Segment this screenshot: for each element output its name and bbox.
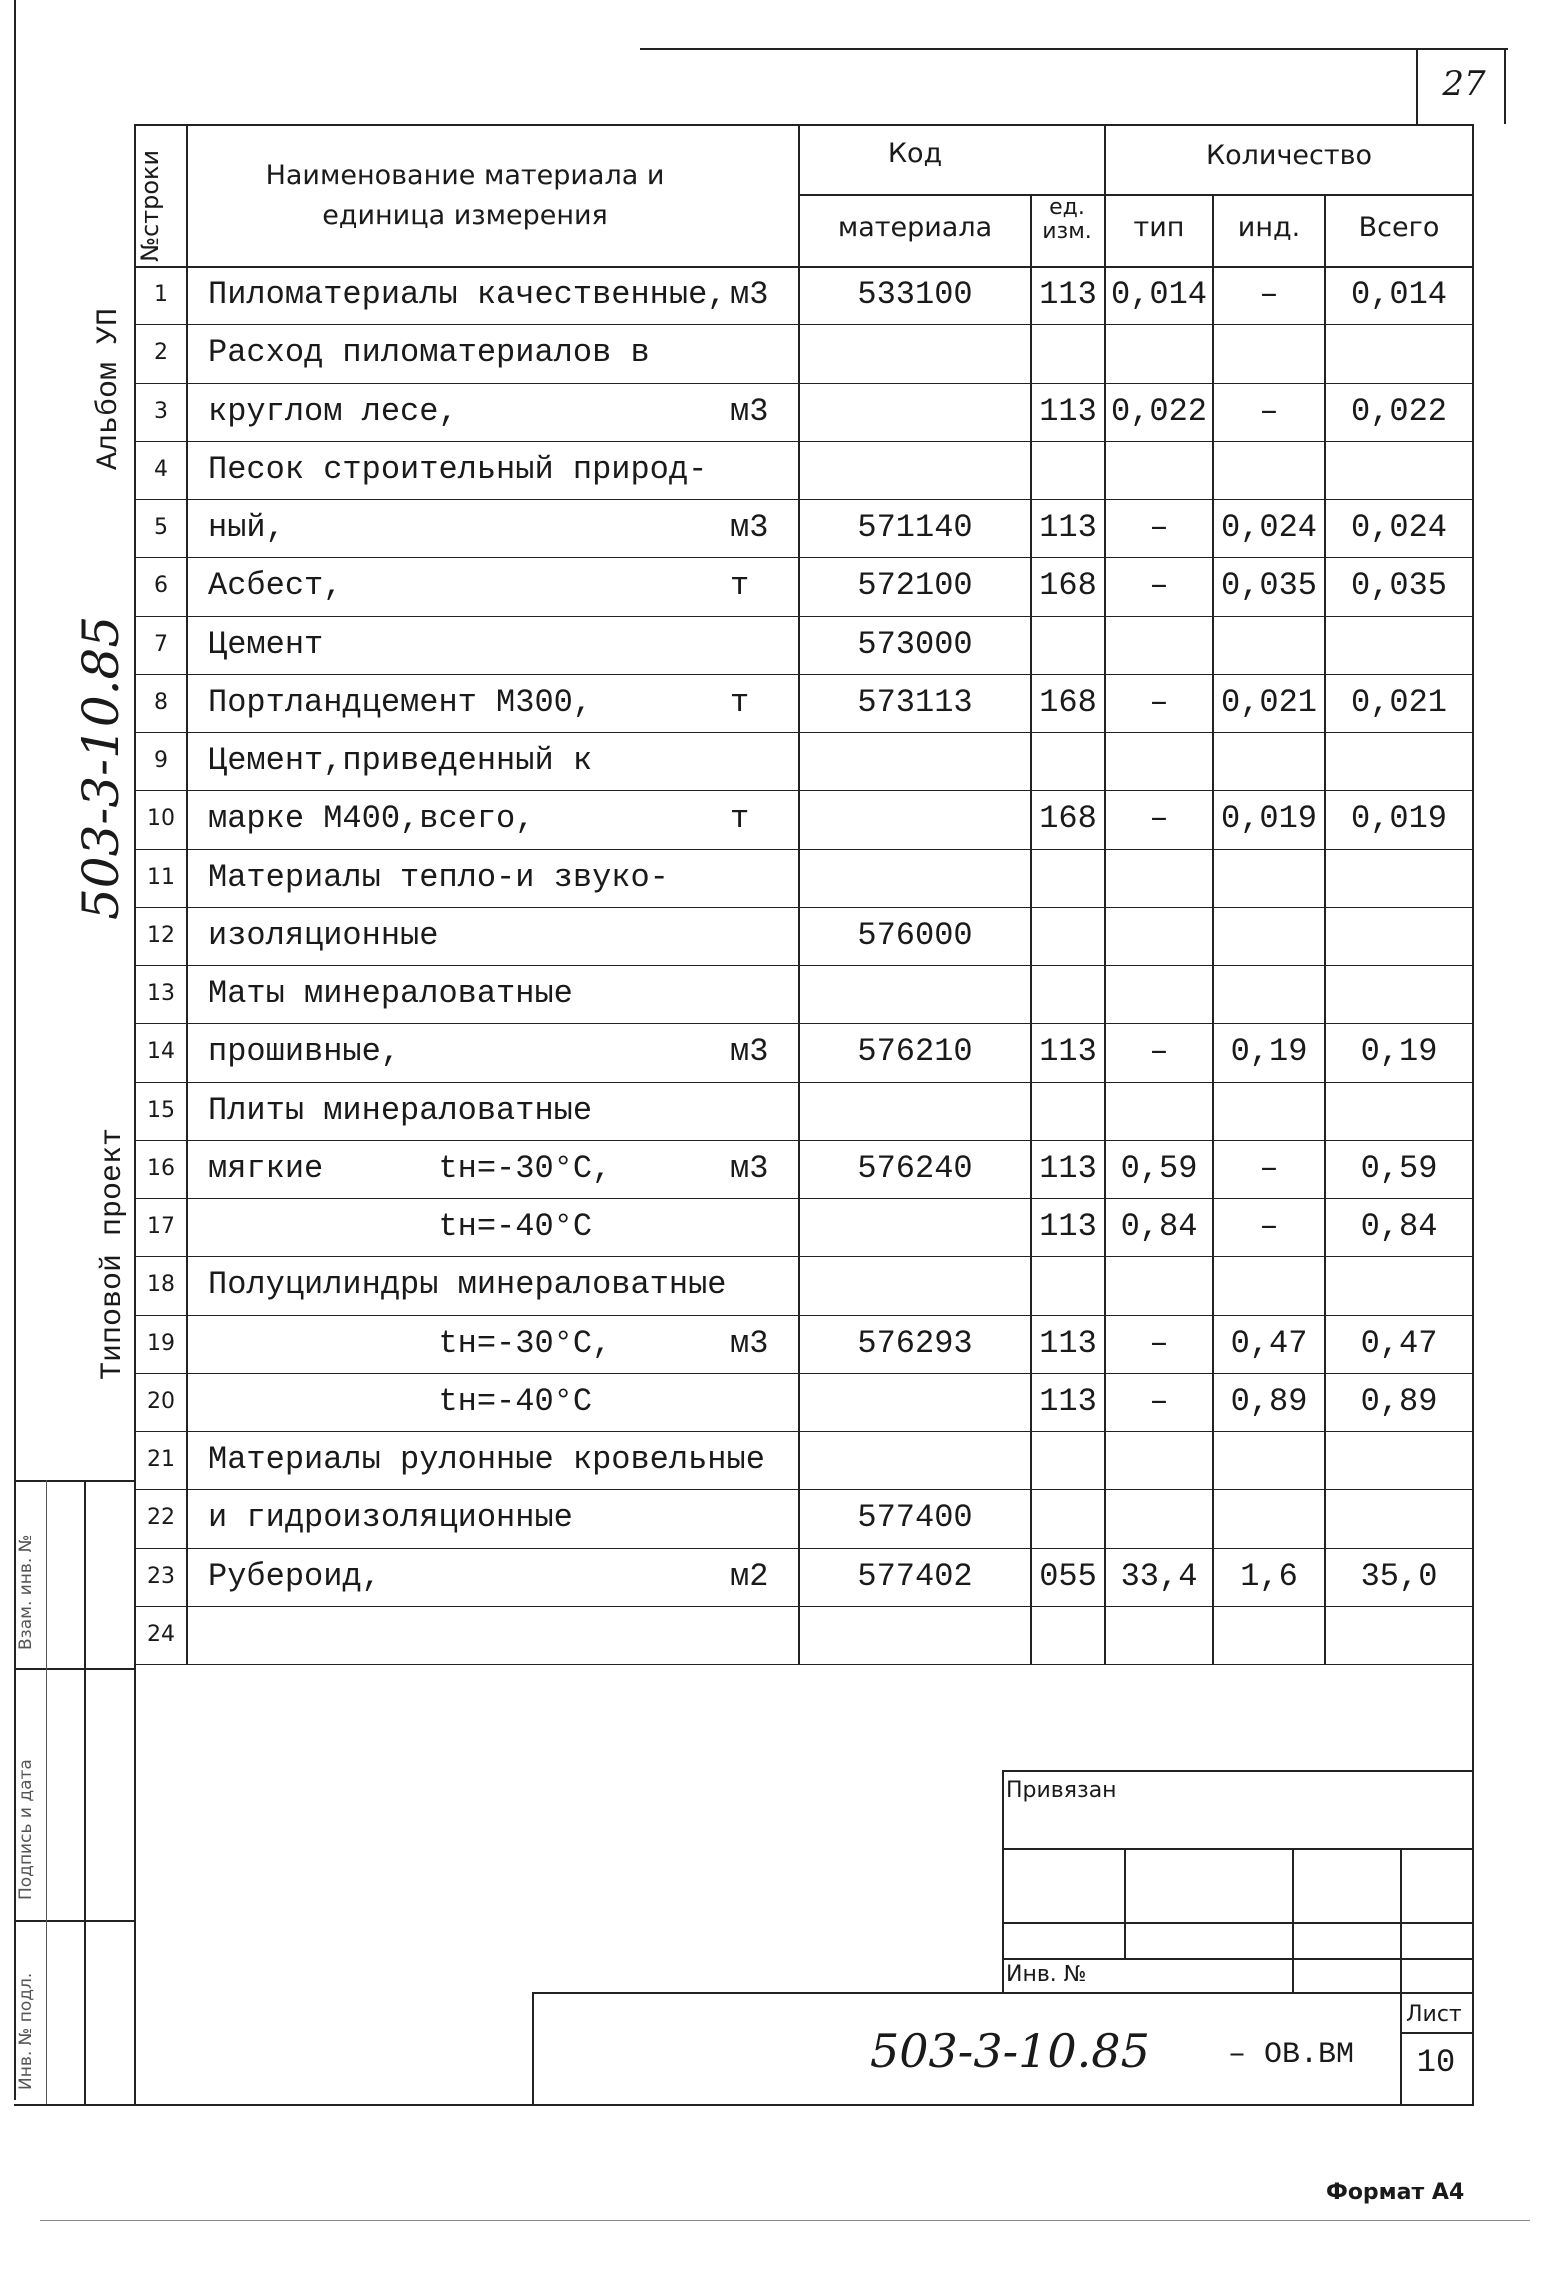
unit-of-measure: м2 bbox=[730, 1557, 769, 1595]
unit-of-measure: т bbox=[730, 800, 750, 838]
unit-of-measure bbox=[730, 1606, 794, 1664]
qty-ind: – bbox=[1259, 1208, 1279, 1245]
tb-sheet-sep bbox=[1400, 2032, 1472, 2034]
qty-total bbox=[1326, 907, 1472, 965]
qty-total bbox=[1326, 616, 1472, 674]
unit-code: 055 bbox=[1039, 1557, 1097, 1595]
unit-code bbox=[1032, 1489, 1104, 1547]
col-line-name bbox=[186, 124, 188, 1664]
material-code bbox=[800, 441, 1030, 499]
row-number: 23 bbox=[147, 1563, 175, 1589]
material-name: Цемент bbox=[208, 625, 324, 663]
unit-of-measure bbox=[730, 1082, 794, 1140]
right-border bbox=[1472, 124, 1474, 2104]
tb-v1 bbox=[1124, 1848, 1126, 1958]
top-border-line bbox=[640, 48, 1508, 50]
unit-code bbox=[1032, 616, 1104, 674]
bound-label: Привязан bbox=[1006, 1778, 1117, 1803]
unit-code: 113 bbox=[1039, 1324, 1097, 1362]
unit-code: 168 bbox=[1039, 800, 1097, 838]
material-code: 571140 bbox=[857, 509, 973, 546]
material-code bbox=[800, 1606, 1030, 1664]
qty-type bbox=[1106, 1082, 1212, 1140]
unit-code: 113 bbox=[1039, 509, 1097, 546]
material-name: Плиты минераловатные bbox=[208, 1091, 593, 1129]
type-project-label: Типовой проект bbox=[96, 1127, 130, 1380]
qty-total bbox=[1326, 324, 1472, 382]
qty-total bbox=[1326, 1431, 1472, 1489]
material-name: Портландцемент М300, bbox=[208, 683, 593, 721]
qty-total bbox=[1326, 1489, 1472, 1547]
row-number: 20 bbox=[147, 1388, 175, 1414]
qty-ind bbox=[1214, 1606, 1324, 1664]
qty-total: 0,024 bbox=[1350, 509, 1447, 546]
qty-total: 0,022 bbox=[1350, 392, 1447, 430]
qty-ind bbox=[1214, 965, 1324, 1023]
qty-ind bbox=[1214, 324, 1324, 382]
qty-type: – bbox=[1149, 1382, 1169, 1420]
material-name: tн=-40°С bbox=[208, 1208, 593, 1245]
material-code: 577402 bbox=[857, 1557, 973, 1595]
qty-ind: 0,89 bbox=[1230, 1382, 1308, 1420]
unit-code bbox=[1032, 907, 1104, 965]
unit-code bbox=[1032, 1256, 1104, 1314]
material-name: Материалы тепло-и звуко- bbox=[208, 858, 669, 896]
material-code: 573000 bbox=[857, 625, 973, 663]
row-number: 19 bbox=[147, 1330, 175, 1356]
material-name: Асбест, bbox=[208, 567, 343, 605]
material-code: 576210 bbox=[857, 1033, 973, 1071]
qty-type: 0,84 bbox=[1120, 1208, 1198, 1245]
qty-type bbox=[1106, 441, 1212, 499]
qty-type bbox=[1106, 849, 1212, 907]
header-code-group: Код bbox=[887, 138, 943, 169]
qty-ind: 0,019 bbox=[1220, 800, 1317, 838]
row-number: 14 bbox=[147, 1039, 175, 1065]
unit-of-measure: м3 bbox=[730, 509, 769, 546]
unit-code bbox=[1032, 1431, 1104, 1489]
qty-total bbox=[1326, 441, 1472, 499]
unit-code: 113 bbox=[1039, 1382, 1097, 1420]
stamp-sep-3 bbox=[14, 1920, 136, 1922]
row-number: 7 bbox=[154, 631, 168, 657]
qty-ind: 0,47 bbox=[1230, 1324, 1308, 1362]
qty-type bbox=[1106, 1489, 1212, 1547]
table-top-line bbox=[136, 124, 1472, 126]
qty-total: 35,0 bbox=[1360, 1557, 1438, 1595]
doc-suffix: – ОВ.ВМ bbox=[1228, 2038, 1355, 2072]
sheet-label: Лист bbox=[1406, 2002, 1462, 2027]
row-number: 12 bbox=[147, 922, 175, 948]
material-code: 533100 bbox=[857, 276, 973, 313]
unit-code: 168 bbox=[1039, 567, 1097, 605]
unit-of-measure: т bbox=[730, 683, 750, 721]
stamp-sep-4 bbox=[46, 1480, 47, 2104]
qty-type bbox=[1106, 907, 1212, 965]
material-code: 573113 bbox=[857, 683, 973, 721]
qty-ind bbox=[1214, 907, 1324, 965]
row-number: 13 bbox=[147, 981, 175, 1006]
material-name: Цемент,приведенный к bbox=[208, 742, 593, 779]
stamp-field-signature: Подпись и дата bbox=[16, 1759, 36, 1900]
unit-code: 113 bbox=[1039, 1033, 1097, 1071]
stamp-sep-1 bbox=[14, 1480, 136, 1482]
material-code bbox=[800, 324, 1030, 382]
material-code bbox=[800, 1373, 1030, 1431]
qty-total: 0,59 bbox=[1360, 1149, 1438, 1187]
qty-total: 0,035 bbox=[1350, 567, 1447, 605]
header-qty-ind: инд. bbox=[1237, 212, 1301, 243]
qty-ind bbox=[1214, 441, 1324, 499]
qty-type: 0,014 bbox=[1110, 276, 1207, 313]
material-name: Песок строительный природ- bbox=[208, 450, 708, 488]
unit-of-measure: т bbox=[730, 567, 750, 605]
row-number: 16 bbox=[147, 1155, 175, 1181]
qty-ind bbox=[1214, 1431, 1324, 1489]
unit-code: 113 bbox=[1039, 1208, 1097, 1245]
unit-of-measure bbox=[730, 1256, 794, 1314]
unit-of-measure: м3 bbox=[730, 1324, 769, 1362]
qty-ind bbox=[1214, 732, 1324, 790]
qty-total bbox=[1326, 849, 1472, 907]
qty-total bbox=[1326, 965, 1472, 1023]
material-name: tн=-40°С bbox=[208, 1382, 593, 1420]
unit-of-measure bbox=[730, 732, 794, 790]
qty-ind bbox=[1214, 1256, 1324, 1314]
material-code: 576293 bbox=[857, 1324, 973, 1362]
qty-ind: 0,035 bbox=[1220, 567, 1317, 605]
material-name: мягкие tн=-30°С, bbox=[208, 1149, 612, 1187]
row-number: 8 bbox=[154, 689, 168, 715]
header-qty-total: Всего bbox=[1358, 212, 1440, 243]
row-number: 11 bbox=[147, 864, 175, 890]
qty-total bbox=[1326, 1082, 1472, 1140]
qty-total: 0,47 bbox=[1360, 1324, 1438, 1362]
unit-of-measure: м3 bbox=[730, 1149, 769, 1187]
qty-type: 33,4 bbox=[1120, 1557, 1198, 1595]
qty-ind: – bbox=[1259, 392, 1279, 430]
row-number: 18 bbox=[147, 1272, 175, 1298]
unit-code bbox=[1032, 849, 1104, 907]
qty-total bbox=[1326, 1256, 1472, 1314]
unit-of-measure bbox=[730, 1489, 794, 1547]
row-number: 21 bbox=[147, 1447, 175, 1472]
qty-type bbox=[1106, 616, 1212, 674]
album-label: Альбом УП bbox=[92, 307, 126, 470]
qty-type: 0,59 bbox=[1120, 1149, 1198, 1187]
project-code-margin: 503-3-10.85 bbox=[72, 615, 130, 920]
material-name: Расход пиломатериалов в bbox=[208, 334, 650, 372]
material-name: и гидроизоляционные bbox=[208, 1499, 573, 1537]
material-code: 572100 bbox=[857, 567, 973, 605]
material-name: tн=-30°С, bbox=[208, 1324, 612, 1362]
material-code bbox=[800, 1256, 1030, 1314]
qty-type: – bbox=[1149, 1033, 1169, 1071]
bottom-border bbox=[14, 2104, 1474, 2106]
sheet-number: 10 bbox=[1416, 2044, 1456, 2081]
qty-type: 0,022 bbox=[1110, 392, 1207, 430]
unit-code bbox=[1032, 1606, 1104, 1664]
qty-type bbox=[1106, 1256, 1212, 1314]
inv-label: Инв. № bbox=[1006, 1962, 1087, 1987]
row-number: 2 bbox=[154, 340, 168, 366]
material-name: Пиломатериалы качественные, bbox=[208, 276, 727, 313]
qty-ind bbox=[1214, 1489, 1324, 1547]
row-number: 9 bbox=[154, 748, 168, 773]
material-name bbox=[208, 1606, 768, 1664]
table-header-mid bbox=[798, 194, 1472, 196]
qty-ind bbox=[1214, 616, 1324, 674]
unit-code bbox=[1032, 965, 1104, 1023]
sheet-corner-number: 27 bbox=[1442, 64, 1486, 104]
qty-total bbox=[1326, 1606, 1472, 1664]
material-name: Маты минераловатные bbox=[208, 975, 573, 1012]
unit-of-measure: м3 bbox=[730, 276, 769, 313]
unit-of-measure bbox=[730, 1373, 794, 1431]
tb-v2 bbox=[1292, 1848, 1294, 1992]
stamp-field-inv: Инв. № подл. bbox=[16, 1972, 36, 2090]
qty-type: – bbox=[1149, 800, 1169, 838]
unit-of-measure bbox=[730, 965, 794, 1023]
material-code bbox=[800, 1082, 1030, 1140]
footer-dash-line bbox=[40, 2220, 1530, 2221]
unit-of-measure: м3 bbox=[730, 392, 769, 430]
qty-type: – bbox=[1149, 567, 1169, 605]
qty-ind: 0,024 bbox=[1220, 509, 1317, 546]
material-code bbox=[800, 849, 1030, 907]
unit-of-measure bbox=[730, 441, 794, 499]
qty-type bbox=[1106, 732, 1212, 790]
qty-ind: 0,19 bbox=[1230, 1033, 1308, 1071]
doc-code: 503-3-10.85 bbox=[870, 2024, 1150, 2078]
unit-of-measure bbox=[730, 1431, 794, 1489]
header-code-material: материала bbox=[837, 212, 993, 243]
material-name: Материалы рулонные кровельные bbox=[208, 1441, 765, 1478]
unit-of-measure bbox=[730, 1198, 794, 1256]
inner-left-border bbox=[84, 1480, 86, 2104]
header-code-unit: ед. изм. bbox=[1042, 195, 1092, 244]
row-number: 6 bbox=[154, 573, 168, 599]
material-name: Рубероид, bbox=[208, 1557, 381, 1595]
unit-code: 113 bbox=[1039, 276, 1097, 313]
unit-code: 113 bbox=[1039, 392, 1097, 430]
qty-ind: – bbox=[1259, 276, 1279, 313]
header-quantity-group: Количество bbox=[1205, 140, 1373, 171]
material-code bbox=[800, 732, 1030, 790]
qty-total: 0,84 bbox=[1360, 1208, 1438, 1245]
material-name: круглом лесе, bbox=[208, 392, 458, 430]
unit-code bbox=[1032, 732, 1104, 790]
row-line bbox=[136, 1664, 1472, 1665]
qty-type: – bbox=[1149, 683, 1169, 721]
unit-code bbox=[1032, 441, 1104, 499]
row-number: 1 bbox=[154, 282, 168, 307]
qty-ind: 0,021 bbox=[1220, 683, 1317, 721]
material-name: Полуцилиндры минераловатные bbox=[208, 1266, 727, 1304]
unit-of-measure bbox=[730, 616, 794, 674]
material-name: изоляционные bbox=[208, 916, 439, 954]
material-code bbox=[800, 965, 1030, 1023]
material-code: 577400 bbox=[857, 1499, 973, 1537]
corner-box-right bbox=[1504, 48, 1506, 124]
material-code bbox=[800, 1431, 1030, 1489]
material-code bbox=[800, 790, 1030, 848]
qty-total: 0,19 bbox=[1360, 1033, 1438, 1071]
format-label: Формат А4 bbox=[1326, 2180, 1465, 2205]
row-number: 17 bbox=[147, 1214, 175, 1239]
qty-type bbox=[1106, 1431, 1212, 1489]
row-number: 4 bbox=[154, 456, 168, 482]
header-row-number: №строки bbox=[136, 149, 164, 262]
material-name: прошивные, bbox=[208, 1033, 401, 1071]
tb-top bbox=[1002, 1770, 1472, 1772]
qty-total: 0,021 bbox=[1350, 683, 1447, 721]
qty-ind: 1,6 bbox=[1240, 1557, 1298, 1595]
qty-type: – bbox=[1149, 509, 1169, 546]
material-code bbox=[800, 383, 1030, 441]
unit-of-measure: м3 bbox=[730, 1033, 769, 1071]
qty-ind bbox=[1214, 849, 1324, 907]
unit-code bbox=[1032, 1082, 1104, 1140]
unit-code: 168 bbox=[1039, 683, 1097, 721]
unit-of-measure bbox=[730, 849, 794, 907]
tb-main-left bbox=[532, 1992, 534, 2104]
header-qty-type: тип bbox=[1133, 212, 1185, 243]
stamp-field-replace: Взам. инв. № bbox=[16, 1534, 36, 1650]
material-name: марке М400,всего, bbox=[208, 800, 535, 838]
row-number: 22 bbox=[147, 1505, 175, 1531]
qty-type: – bbox=[1149, 1324, 1169, 1362]
qty-type bbox=[1106, 324, 1212, 382]
qty-total: 0,89 bbox=[1360, 1382, 1438, 1420]
qty-total: 0,019 bbox=[1350, 800, 1447, 838]
material-name: ный, bbox=[208, 509, 285, 546]
material-code bbox=[800, 1198, 1030, 1256]
header-material-name: Наименование материала и единица измерения bbox=[265, 160, 665, 231]
row-number: 5 bbox=[154, 515, 168, 540]
unit-of-measure bbox=[730, 907, 794, 965]
unit-code bbox=[1032, 324, 1104, 382]
unit-of-measure bbox=[730, 324, 794, 382]
qty-ind bbox=[1214, 1082, 1324, 1140]
stamp-sep-2 bbox=[14, 1668, 136, 1670]
qty-total: 0,014 bbox=[1350, 276, 1447, 313]
material-code: 576240 bbox=[857, 1149, 973, 1187]
qty-total bbox=[1326, 732, 1472, 790]
unit-code: 113 bbox=[1039, 1149, 1097, 1187]
row-number: 24 bbox=[147, 1621, 175, 1647]
qty-type bbox=[1106, 1606, 1212, 1664]
qty-ind: – bbox=[1259, 1149, 1279, 1187]
material-code: 576000 bbox=[857, 916, 973, 954]
row-number: 3 bbox=[154, 398, 168, 424]
row-number: 15 bbox=[147, 1097, 175, 1123]
qty-type bbox=[1106, 965, 1212, 1023]
corner-box-left bbox=[1416, 48, 1418, 124]
tb-main-top bbox=[532, 1992, 1472, 1994]
row-number: 10 bbox=[147, 806, 175, 832]
